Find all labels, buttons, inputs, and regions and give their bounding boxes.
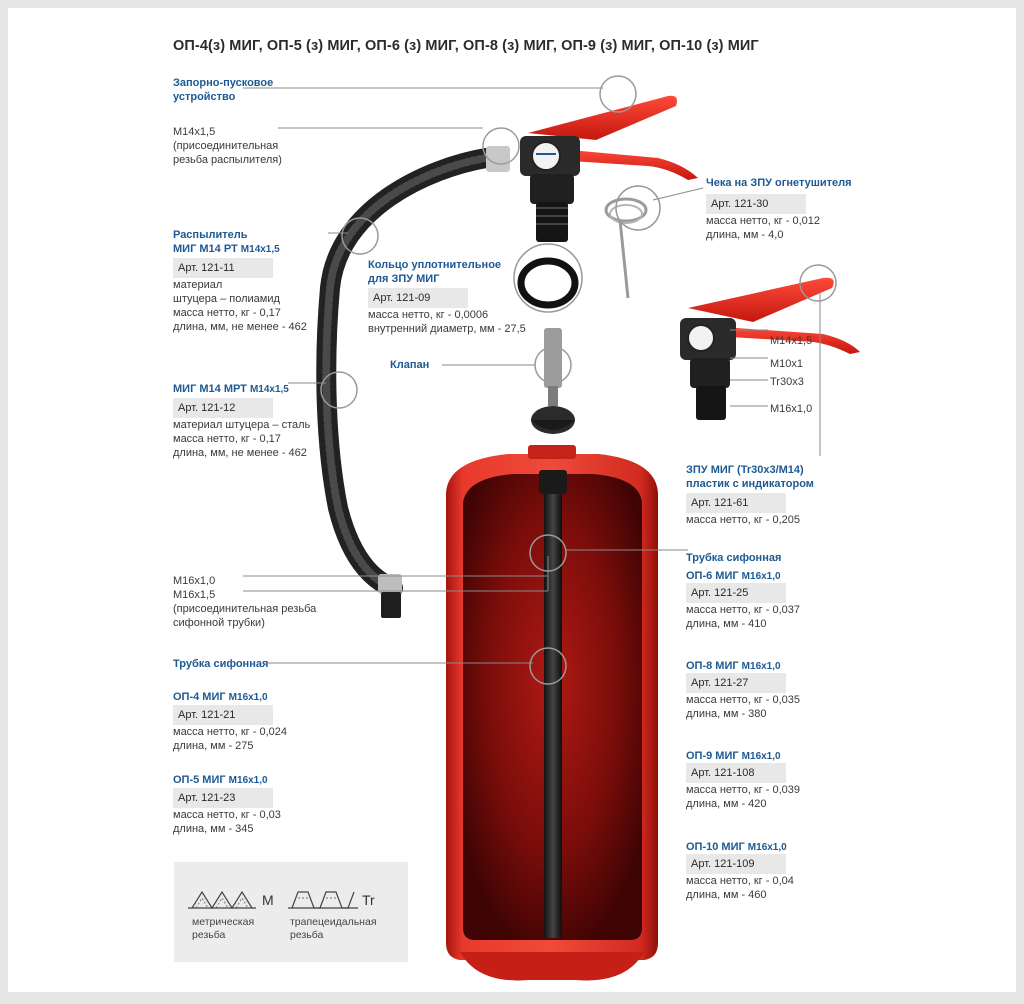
op10-prop-1: масса нетто, кг - 0,04 bbox=[686, 875, 794, 887]
op8-prop-1: масса нетто, кг - 0,035 bbox=[686, 694, 800, 706]
seal-ring bbox=[521, 261, 575, 305]
trapezoidal-letter: Tr bbox=[362, 892, 375, 908]
sprayer-prop-4: длина, мм, не менее - 462 bbox=[173, 321, 307, 333]
thread-profile-icons bbox=[174, 862, 408, 962]
trapezoidal-thread-icon bbox=[288, 892, 358, 908]
zpu-thread-4: М16х1,0 bbox=[770, 403, 813, 415]
thread-legend bbox=[174, 862, 408, 962]
op10-title bbox=[686, 840, 787, 855]
siphon-thread-1: М16х1,0 bbox=[173, 575, 216, 587]
op5-title bbox=[173, 773, 268, 788]
zpu-title-line2: пластик с индикатором bbox=[686, 478, 814, 490]
sprayer-title-line2 bbox=[173, 242, 280, 257]
sprayer-prop-3: масса нетто, кг - 0,17 bbox=[173, 307, 281, 319]
metric-label-line2: резьба bbox=[192, 929, 226, 941]
trapezoidal-label-line2: резьба bbox=[290, 929, 324, 941]
ring-prop-1: масса нетто, кг - 0,0006 bbox=[368, 309, 489, 321]
op6-prop-2: длина, мм - 410 bbox=[686, 618, 767, 630]
zpu-label-line1: Запорно-пусковое bbox=[173, 77, 274, 89]
zpu-prop-1: масса нетто, кг - 0,205 bbox=[686, 514, 800, 526]
siphon-desc-line1: (присоединительная резьба bbox=[173, 603, 317, 615]
op6-art-badge: Арт. 121-25 bbox=[686, 583, 786, 603]
ring-prop-2: внутренний диаметр, мм - 27,5 bbox=[368, 323, 526, 335]
thread-desc-line1: (присоединительная bbox=[173, 140, 279, 152]
zpu-label-line2: устройство bbox=[173, 91, 236, 103]
op9-title-main: ОП-9 МИГ bbox=[686, 750, 739, 762]
op9-title bbox=[686, 749, 781, 764]
zpu-head-main bbox=[520, 96, 698, 242]
page-title: ОП-4(з) МИГ, ОП-5 (з) МИГ, ОП-6 (з) МИГ, ОП-8 (з) МИГ, ОП-9 (з) МИГ, ОП-10 (з) МИГ bbox=[173, 38, 759, 54]
op6-title-main: ОП-6 МИГ bbox=[686, 570, 739, 582]
sprayer-title-main: МИГ М14 РТ bbox=[173, 243, 238, 255]
op8-thread: М16х1,0 bbox=[741, 661, 781, 672]
op10-prop-2: длина, мм - 460 bbox=[686, 889, 767, 901]
op4-title-main: ОП-4 МИГ bbox=[173, 691, 226, 703]
op8-art-badge: Арт. 121-27 bbox=[686, 673, 786, 693]
op10-thread: М16х1,0 bbox=[747, 842, 787, 853]
ring-title-line2: для ЗПУ МИГ bbox=[368, 273, 440, 285]
tube-title-left: Трубка сифонная bbox=[173, 658, 269, 670]
zpu-art-badge: Арт. 121-61 bbox=[686, 493, 786, 513]
op6-prop-1: масса нетто, кг - 0,037 bbox=[686, 604, 800, 616]
thread-desc-line2: резьба распылителя) bbox=[173, 154, 282, 166]
sprayer-art-badge: Арт. 121-11 bbox=[173, 258, 273, 278]
safety-pin bbox=[606, 199, 646, 298]
sprayer-thread: М14х1,5 bbox=[240, 244, 280, 255]
mrt-thread: М14х1,5 bbox=[249, 384, 289, 395]
mrt-prop-3: длина, мм, не менее - 462 bbox=[173, 447, 307, 459]
op10-title-main: ОП-10 МИГ bbox=[686, 841, 745, 853]
valve-label: Клапан bbox=[390, 359, 430, 371]
thread-main: М14х1,5 bbox=[173, 126, 216, 138]
sprayer-prop-1: материал bbox=[173, 279, 223, 291]
zpu-thread-1: М14х1,5 bbox=[770, 335, 813, 347]
pin-prop-2: длина, мм - 4,0 bbox=[706, 229, 784, 241]
diagram-canvas bbox=[8, 8, 1016, 992]
zpu-head-secondary bbox=[680, 278, 860, 420]
op4-prop-1: масса нетто, кг - 0,024 bbox=[173, 726, 287, 738]
op4-thread: М16х1,0 bbox=[228, 692, 268, 703]
valve bbox=[531, 328, 575, 434]
op10-art-badge: Арт. 121-109 bbox=[686, 854, 786, 874]
mrt-title-main: МИГ М14 МРТ bbox=[173, 383, 247, 395]
op8-title bbox=[686, 659, 781, 674]
ring-title-line1: Кольцо уплотнительное bbox=[368, 259, 502, 271]
metric-thread-icon bbox=[188, 892, 256, 908]
op8-title-main: ОП-8 МИГ bbox=[686, 660, 739, 672]
op4-title bbox=[173, 690, 268, 705]
mrt-art-badge: Арт. 121-12 bbox=[173, 398, 273, 418]
pin-title: Чека на ЗПУ огнетушителя bbox=[706, 177, 852, 189]
mrt-prop-1: материал штуцера – сталь bbox=[173, 419, 311, 431]
metric-letter: М bbox=[262, 892, 274, 908]
op6-title bbox=[686, 569, 781, 584]
op9-prop-2: длина, мм - 420 bbox=[686, 798, 767, 810]
mrt-title bbox=[173, 382, 289, 397]
op4-art-badge: Арт. 121-21 bbox=[173, 705, 273, 725]
extinguisher-illustration bbox=[8, 8, 1016, 992]
metric-label-line1: метрическая bbox=[192, 916, 255, 928]
op5-title-main: ОП-5 МИГ bbox=[173, 774, 226, 786]
trapezoidal-label-line1: трапецеидальная bbox=[290, 916, 377, 928]
op5-thread: М16х1,0 bbox=[228, 775, 268, 786]
op9-prop-1: масса нетто, кг - 0,039 bbox=[686, 784, 800, 796]
siphon-thread-2: М16х1,5 bbox=[173, 589, 216, 601]
siphon-desc-line2: сифонной трубки) bbox=[173, 617, 265, 629]
sprayer-title-line1: Распылитель bbox=[173, 229, 248, 241]
pin-art-badge: Арт. 121-30 bbox=[706, 194, 806, 214]
op6-thread: М16х1,0 bbox=[741, 571, 781, 582]
op9-thread: М16х1,0 bbox=[741, 751, 781, 762]
op8-prop-2: длина, мм - 380 bbox=[686, 708, 767, 720]
op5-prop-2: длина, мм - 345 bbox=[173, 823, 254, 835]
sprayer-prop-2: штуцера – полиамид bbox=[173, 293, 280, 305]
op4-prop-2: длина, мм - 275 bbox=[173, 740, 254, 752]
zpu-thread-2: М10х1 bbox=[770, 358, 804, 370]
ring-art-badge: Арт. 121-09 bbox=[368, 288, 468, 308]
zpu-thread-3: Tr30x3 bbox=[770, 376, 804, 388]
tube-title-right: Трубка сифонная bbox=[686, 552, 782, 564]
mrt-prop-2: масса нетто, кг - 0,17 bbox=[173, 433, 281, 445]
op5-art-badge: Арт. 121-23 bbox=[173, 788, 273, 808]
zpu-title-line1: ЗПУ МИГ (Tr30x3/М14) bbox=[686, 464, 804, 476]
op9-art-badge: Арт. 121-108 bbox=[686, 763, 786, 783]
pin-prop-1: масса нетто, кг - 0,012 bbox=[706, 215, 820, 227]
op5-prop-1: масса нетто, кг - 0,03 bbox=[173, 809, 281, 821]
